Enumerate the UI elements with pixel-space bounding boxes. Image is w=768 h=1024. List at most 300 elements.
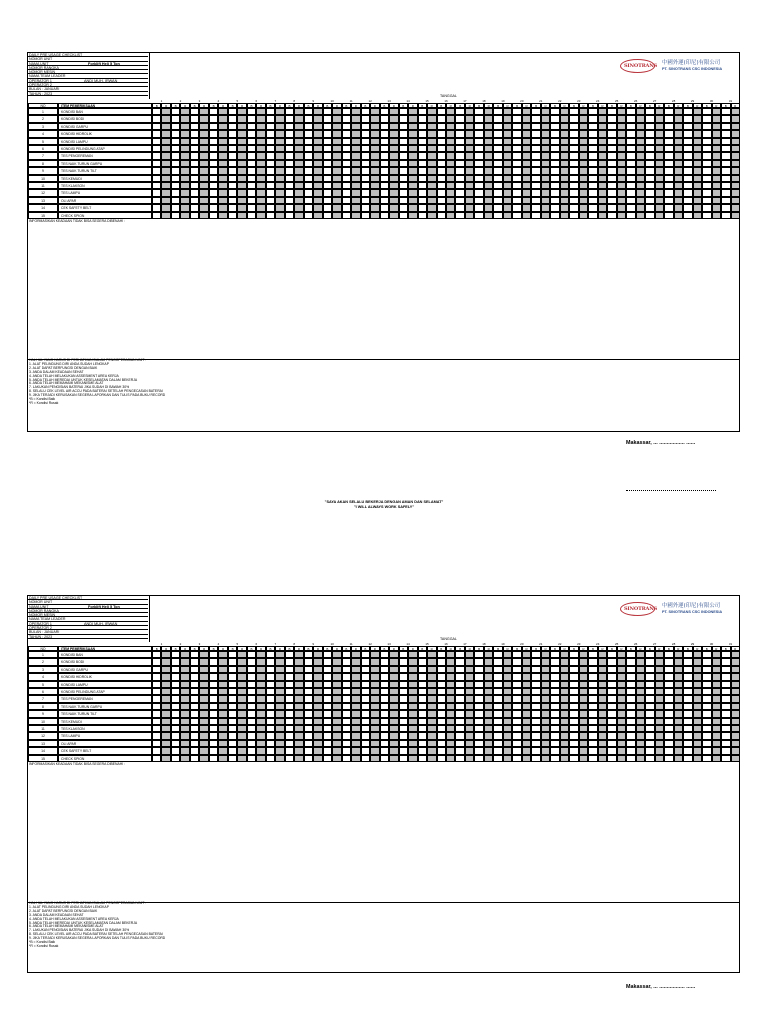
check-cell-baik[interactable] <box>418 688 427 695</box>
check-cell-baik[interactable] <box>702 688 711 695</box>
check-cell-baik[interactable] <box>171 658 180 665</box>
check-cell-baik[interactable] <box>645 115 654 122</box>
check-cell-baik[interactable] <box>285 666 294 673</box>
check-cell-rusak[interactable] <box>199 740 208 747</box>
check-cell-baik[interactable] <box>512 666 521 673</box>
check-cell-rusak[interactable] <box>237 197 246 204</box>
check-cell-rusak[interactable] <box>256 681 265 688</box>
check-cell-rusak[interactable] <box>332 108 341 115</box>
check-cell-rusak[interactable] <box>503 718 512 725</box>
check-cell-rusak[interactable] <box>161 152 170 159</box>
check-cell-rusak[interactable] <box>294 182 303 189</box>
check-cell-rusak[interactable] <box>560 145 569 152</box>
check-cell-rusak[interactable] <box>408 740 417 747</box>
check-cell-baik[interactable] <box>550 130 559 137</box>
check-cell-baik[interactable] <box>588 182 597 189</box>
check-cell-rusak[interactable] <box>446 710 455 717</box>
check-cell-baik[interactable] <box>342 212 351 219</box>
check-cell-baik[interactable] <box>171 130 180 137</box>
check-cell-baik[interactable] <box>209 718 218 725</box>
check-cell-rusak[interactable] <box>237 175 246 182</box>
check-cell-baik[interactable] <box>645 123 654 130</box>
check-cell-rusak[interactable] <box>237 732 246 739</box>
check-cell-rusak[interactable] <box>294 725 303 732</box>
check-cell-baik[interactable] <box>304 710 313 717</box>
check-cell-rusak[interactable] <box>465 703 474 710</box>
check-cell-baik[interactable] <box>228 740 237 747</box>
check-cell-baik[interactable] <box>342 740 351 747</box>
check-cell-baik[interactable] <box>437 182 446 189</box>
check-cell-baik[interactable] <box>342 755 351 762</box>
check-cell-baik[interactable] <box>437 681 446 688</box>
check-cell-baik[interactable] <box>285 718 294 725</box>
check-cell-rusak[interactable] <box>579 160 588 167</box>
check-cell-baik[interactable] <box>190 688 199 695</box>
check-cell-rusak[interactable] <box>617 189 626 196</box>
check-cell-baik[interactable] <box>721 145 730 152</box>
check-cell-baik[interactable] <box>209 152 218 159</box>
check-cell-rusak[interactable] <box>446 145 455 152</box>
check-cell-rusak[interactable] <box>218 138 227 145</box>
check-cell-rusak[interactable] <box>408 732 417 739</box>
check-cell-rusak[interactable] <box>313 212 322 219</box>
check-cell-baik[interactable] <box>190 167 199 174</box>
check-cell-baik[interactable] <box>493 755 502 762</box>
check-cell-rusak[interactable] <box>636 725 645 732</box>
check-cell-rusak[interactable] <box>408 167 417 174</box>
check-cell-rusak[interactable] <box>674 673 683 680</box>
check-cell-rusak[interactable] <box>313 755 322 762</box>
check-cell-baik[interactable] <box>683 175 692 182</box>
check-cell-baik[interactable] <box>569 710 578 717</box>
check-cell-rusak[interactable] <box>598 681 607 688</box>
check-cell-rusak[interactable] <box>731 130 740 137</box>
check-cell-baik[interactable] <box>361 160 370 167</box>
check-cell-baik[interactable] <box>474 651 483 658</box>
check-cell-rusak[interactable] <box>351 130 360 137</box>
check-cell-rusak[interactable] <box>731 732 740 739</box>
check-cell-baik[interactable] <box>683 666 692 673</box>
check-cell-rusak[interactable] <box>674 175 683 182</box>
check-cell-rusak[interactable] <box>598 718 607 725</box>
check-cell-rusak[interactable] <box>275 725 284 732</box>
check-cell-baik[interactable] <box>361 189 370 196</box>
check-cell-baik[interactable] <box>380 152 389 159</box>
check-cell-baik[interactable] <box>531 123 540 130</box>
check-cell-rusak[interactable] <box>712 695 721 702</box>
check-cell-baik[interactable] <box>474 718 483 725</box>
check-cell-rusak[interactable] <box>275 189 284 196</box>
check-cell-baik[interactable] <box>607 175 616 182</box>
check-cell-baik[interactable] <box>607 167 616 174</box>
check-cell-rusak[interactable] <box>408 710 417 717</box>
check-cell-rusak[interactable] <box>674 732 683 739</box>
check-cell-rusak[interactable] <box>674 651 683 658</box>
check-cell-baik[interactable] <box>626 138 635 145</box>
check-cell-baik[interactable] <box>721 189 730 196</box>
check-cell-baik[interactable] <box>664 732 673 739</box>
check-cell-rusak[interactable] <box>465 115 474 122</box>
check-cell-baik[interactable] <box>152 204 161 211</box>
check-cell-rusak[interactable] <box>446 138 455 145</box>
check-cell-rusak[interactable] <box>598 123 607 130</box>
check-cell-baik[interactable] <box>683 755 692 762</box>
check-cell-baik[interactable] <box>437 212 446 219</box>
check-cell-rusak[interactable] <box>712 130 721 137</box>
check-cell-baik[interactable] <box>607 666 616 673</box>
check-cell-baik[interactable] <box>418 681 427 688</box>
check-cell-rusak[interactable] <box>636 703 645 710</box>
check-cell-rusak[interactable] <box>522 189 531 196</box>
check-cell-rusak[interactable] <box>313 703 322 710</box>
check-cell-baik[interactable] <box>323 212 332 219</box>
check-cell-baik[interactable] <box>645 130 654 137</box>
check-cell-baik[interactable] <box>342 673 351 680</box>
check-cell-baik[interactable] <box>569 123 578 130</box>
check-cell-rusak[interactable] <box>446 123 455 130</box>
check-cell-rusak[interactable] <box>332 160 341 167</box>
check-cell-rusak[interactable] <box>237 108 246 115</box>
check-cell-rusak[interactable] <box>199 138 208 145</box>
check-cell-rusak[interactable] <box>579 658 588 665</box>
check-cell-baik[interactable] <box>209 688 218 695</box>
check-cell-rusak[interactable] <box>712 710 721 717</box>
check-cell-rusak[interactable] <box>180 747 189 754</box>
check-cell-rusak[interactable] <box>275 138 284 145</box>
check-cell-rusak[interactable] <box>522 152 531 159</box>
check-cell-rusak[interactable] <box>579 108 588 115</box>
check-cell-baik[interactable] <box>683 747 692 754</box>
check-cell-baik[interactable] <box>380 732 389 739</box>
check-cell-rusak[interactable] <box>522 130 531 137</box>
check-cell-baik[interactable] <box>493 115 502 122</box>
check-cell-rusak[interactable] <box>161 688 170 695</box>
check-cell-baik[interactable] <box>380 688 389 695</box>
check-cell-rusak[interactable] <box>275 681 284 688</box>
check-cell-baik[interactable] <box>474 740 483 747</box>
check-cell-rusak[interactable] <box>579 115 588 122</box>
check-cell-baik[interactable] <box>474 197 483 204</box>
check-cell-rusak[interactable] <box>674 182 683 189</box>
check-cell-rusak[interactable] <box>370 204 379 211</box>
check-cell-rusak[interactable] <box>655 651 664 658</box>
check-cell-rusak[interactable] <box>484 740 493 747</box>
check-cell-baik[interactable] <box>531 710 540 717</box>
check-cell-rusak[interactable] <box>522 695 531 702</box>
check-cell-baik[interactable] <box>569 167 578 174</box>
check-cell-baik[interactable] <box>361 718 370 725</box>
check-cell-baik[interactable] <box>190 755 199 762</box>
check-cell-rusak[interactable] <box>484 160 493 167</box>
check-cell-baik[interactable] <box>228 145 237 152</box>
check-cell-rusak[interactable] <box>541 732 550 739</box>
check-cell-baik[interactable] <box>550 167 559 174</box>
check-cell-rusak[interactable] <box>237 666 246 673</box>
check-cell-baik[interactable] <box>455 160 464 167</box>
check-cell-baik[interactable] <box>702 747 711 754</box>
check-cell-rusak[interactable] <box>332 673 341 680</box>
check-cell-rusak[interactable] <box>180 145 189 152</box>
check-cell-rusak[interactable] <box>370 197 379 204</box>
check-cell-baik[interactable] <box>455 212 464 219</box>
check-cell-rusak[interactable] <box>579 130 588 137</box>
check-cell-baik[interactable] <box>550 160 559 167</box>
check-cell-rusak[interactable] <box>674 108 683 115</box>
check-cell-baik[interactable] <box>399 175 408 182</box>
check-cell-rusak[interactable] <box>484 718 493 725</box>
check-cell-rusak[interactable] <box>218 755 227 762</box>
check-cell-rusak[interactable] <box>446 130 455 137</box>
check-cell-rusak[interactable] <box>161 740 170 747</box>
check-cell-baik[interactable] <box>190 703 199 710</box>
check-cell-baik[interactable] <box>418 718 427 725</box>
check-cell-rusak[interactable] <box>522 123 531 130</box>
check-cell-rusak[interactable] <box>294 747 303 754</box>
check-cell-baik[interactable] <box>190 123 199 130</box>
check-cell-rusak[interactable] <box>731 710 740 717</box>
check-cell-baik[interactable] <box>588 212 597 219</box>
check-cell-baik[interactable] <box>342 115 351 122</box>
check-cell-baik[interactable] <box>512 681 521 688</box>
check-cell-rusak[interactable] <box>674 115 683 122</box>
check-cell-rusak[interactable] <box>389 688 398 695</box>
check-cell-baik[interactable] <box>152 688 161 695</box>
check-cell-rusak[interactable] <box>522 681 531 688</box>
check-cell-rusak[interactable] <box>636 695 645 702</box>
check-cell-baik[interactable] <box>380 182 389 189</box>
check-cell-rusak[interactable] <box>294 732 303 739</box>
check-cell-rusak[interactable] <box>180 212 189 219</box>
check-cell-baik[interactable] <box>342 747 351 754</box>
check-cell-rusak[interactable] <box>408 152 417 159</box>
check-cell-baik[interactable] <box>247 747 256 754</box>
check-cell-rusak[interactable] <box>655 673 664 680</box>
check-cell-rusak[interactable] <box>731 138 740 145</box>
check-cell-baik[interactable] <box>493 740 502 747</box>
check-cell-baik[interactable] <box>512 688 521 695</box>
check-cell-baik[interactable] <box>721 130 730 137</box>
check-cell-rusak[interactable] <box>484 651 493 658</box>
check-cell-rusak[interactable] <box>503 695 512 702</box>
check-cell-baik[interactable] <box>152 108 161 115</box>
check-cell-rusak[interactable] <box>560 130 569 137</box>
check-cell-baik[interactable] <box>380 755 389 762</box>
check-cell-baik[interactable] <box>645 732 654 739</box>
check-cell-rusak[interactable] <box>465 175 474 182</box>
check-cell-baik[interactable] <box>569 703 578 710</box>
check-cell-rusak[interactable] <box>579 152 588 159</box>
check-cell-rusak[interactable] <box>256 204 265 211</box>
check-cell-rusak[interactable] <box>180 710 189 717</box>
check-cell-rusak[interactable] <box>598 703 607 710</box>
check-cell-baik[interactable] <box>171 732 180 739</box>
check-cell-rusak[interactable] <box>294 695 303 702</box>
check-cell-baik[interactable] <box>645 755 654 762</box>
check-cell-baik[interactable] <box>190 115 199 122</box>
check-cell-rusak[interactable] <box>503 673 512 680</box>
check-cell-rusak[interactable] <box>427 175 436 182</box>
check-cell-rusak[interactable] <box>389 167 398 174</box>
check-cell-baik[interactable] <box>209 182 218 189</box>
check-cell-rusak[interactable] <box>408 197 417 204</box>
check-cell-rusak[interactable] <box>484 673 493 680</box>
check-cell-rusak[interactable] <box>693 673 702 680</box>
check-cell-baik[interactable] <box>152 152 161 159</box>
check-cell-baik[interactable] <box>380 145 389 152</box>
check-cell-rusak[interactable] <box>161 747 170 754</box>
check-cell-baik[interactable] <box>664 189 673 196</box>
check-cell-rusak[interactable] <box>256 695 265 702</box>
check-cell-rusak[interactable] <box>180 673 189 680</box>
check-cell-baik[interactable] <box>702 108 711 115</box>
check-cell-rusak[interactable] <box>598 732 607 739</box>
check-cell-baik[interactable] <box>531 688 540 695</box>
check-cell-rusak[interactable] <box>598 115 607 122</box>
check-cell-rusak[interactable] <box>408 123 417 130</box>
check-cell-baik[interactable] <box>418 138 427 145</box>
check-cell-rusak[interactable] <box>541 197 550 204</box>
check-cell-baik[interactable] <box>399 115 408 122</box>
check-cell-baik[interactable] <box>323 197 332 204</box>
check-cell-baik[interactable] <box>645 145 654 152</box>
check-cell-baik[interactable] <box>474 115 483 122</box>
check-cell-baik[interactable] <box>607 197 616 204</box>
check-cell-baik[interactable] <box>664 695 673 702</box>
check-cell-rusak[interactable] <box>408 182 417 189</box>
check-cell-rusak[interactable] <box>256 688 265 695</box>
check-cell-baik[interactable] <box>721 160 730 167</box>
check-cell-baik[interactable] <box>361 204 370 211</box>
check-cell-baik[interactable] <box>645 160 654 167</box>
check-cell-rusak[interactable] <box>636 732 645 739</box>
check-cell-baik[interactable] <box>702 718 711 725</box>
check-cell-rusak[interactable] <box>218 725 227 732</box>
check-cell-baik[interactable] <box>512 718 521 725</box>
check-cell-rusak[interactable] <box>731 123 740 130</box>
check-cell-rusak[interactable] <box>465 182 474 189</box>
check-cell-rusak[interactable] <box>351 160 360 167</box>
check-cell-rusak[interactable] <box>408 145 417 152</box>
check-cell-rusak[interactable] <box>275 747 284 754</box>
check-cell-rusak[interactable] <box>332 681 341 688</box>
check-cell-baik[interactable] <box>323 108 332 115</box>
check-cell-baik[interactable] <box>607 160 616 167</box>
check-cell-rusak[interactable] <box>655 123 664 130</box>
check-cell-rusak[interactable] <box>522 658 531 665</box>
check-cell-baik[interactable] <box>380 710 389 717</box>
check-cell-baik[interactable] <box>531 718 540 725</box>
check-cell-baik[interactable] <box>607 673 616 680</box>
check-cell-rusak[interactable] <box>655 197 664 204</box>
check-cell-baik[interactable] <box>512 182 521 189</box>
check-cell-rusak[interactable] <box>541 152 550 159</box>
check-cell-rusak[interactable] <box>370 740 379 747</box>
check-cell-baik[interactable] <box>607 755 616 762</box>
check-cell-rusak[interactable] <box>294 212 303 219</box>
check-cell-baik[interactable] <box>418 115 427 122</box>
check-cell-rusak[interactable] <box>560 681 569 688</box>
check-cell-rusak[interactable] <box>389 755 398 762</box>
check-cell-baik[interactable] <box>588 160 597 167</box>
check-cell-rusak[interactable] <box>731 725 740 732</box>
check-cell-rusak[interactable] <box>294 108 303 115</box>
check-cell-baik[interactable] <box>228 658 237 665</box>
check-cell-baik[interactable] <box>209 725 218 732</box>
check-cell-rusak[interactable] <box>256 167 265 174</box>
check-cell-rusak[interactable] <box>389 130 398 137</box>
check-cell-rusak[interactable] <box>427 197 436 204</box>
check-cell-rusak[interactable] <box>712 755 721 762</box>
check-cell-baik[interactable] <box>437 197 446 204</box>
check-cell-rusak[interactable] <box>560 175 569 182</box>
check-cell-baik[interactable] <box>645 189 654 196</box>
check-cell-baik[interactable] <box>399 145 408 152</box>
check-cell-rusak[interactable] <box>712 108 721 115</box>
check-cell-baik[interactable] <box>569 145 578 152</box>
check-cell-baik[interactable] <box>323 160 332 167</box>
check-cell-rusak[interactable] <box>579 673 588 680</box>
check-cell-rusak[interactable] <box>199 123 208 130</box>
check-cell-baik[interactable] <box>247 658 256 665</box>
check-cell-baik[interactable] <box>266 755 275 762</box>
check-cell-rusak[interactable] <box>693 740 702 747</box>
check-cell-baik[interactable] <box>683 197 692 204</box>
check-cell-baik[interactable] <box>569 138 578 145</box>
check-cell-rusak[interactable] <box>408 115 417 122</box>
check-cell-baik[interactable] <box>455 138 464 145</box>
check-cell-rusak[interactable] <box>180 167 189 174</box>
check-cell-rusak[interactable] <box>693 651 702 658</box>
check-cell-rusak[interactable] <box>161 167 170 174</box>
check-cell-rusak[interactable] <box>579 703 588 710</box>
check-cell-rusak[interactable] <box>332 658 341 665</box>
check-cell-rusak[interactable] <box>465 145 474 152</box>
check-cell-rusak[interactable] <box>712 160 721 167</box>
check-cell-rusak[interactable] <box>636 189 645 196</box>
check-cell-rusak[interactable] <box>199 145 208 152</box>
check-cell-baik[interactable] <box>493 189 502 196</box>
check-cell-rusak[interactable] <box>446 718 455 725</box>
check-cell-baik[interactable] <box>626 167 635 174</box>
check-cell-rusak[interactable] <box>541 666 550 673</box>
check-cell-rusak[interactable] <box>503 725 512 732</box>
check-cell-baik[interactable] <box>152 732 161 739</box>
check-cell-baik[interactable] <box>228 688 237 695</box>
check-cell-rusak[interactable] <box>731 145 740 152</box>
check-cell-baik[interactable] <box>437 167 446 174</box>
check-cell-baik[interactable] <box>626 160 635 167</box>
check-cell-rusak[interactable] <box>598 175 607 182</box>
check-cell-rusak[interactable] <box>446 204 455 211</box>
check-cell-baik[interactable] <box>190 212 199 219</box>
check-cell-rusak[interactable] <box>313 123 322 130</box>
check-cell-rusak[interactable] <box>332 212 341 219</box>
check-cell-baik[interactable] <box>474 725 483 732</box>
check-cell-baik[interactable] <box>550 182 559 189</box>
check-cell-baik[interactable] <box>607 115 616 122</box>
check-cell-rusak[interactable] <box>408 718 417 725</box>
check-cell-baik[interactable] <box>323 673 332 680</box>
check-cell-baik[interactable] <box>493 212 502 219</box>
check-cell-baik[interactable] <box>399 651 408 658</box>
check-cell-rusak[interactable] <box>522 175 531 182</box>
check-cell-rusak[interactable] <box>465 123 474 130</box>
check-cell-baik[interactable] <box>152 695 161 702</box>
check-cell-baik[interactable] <box>247 732 256 739</box>
check-cell-baik[interactable] <box>152 189 161 196</box>
check-cell-baik[interactable] <box>437 732 446 739</box>
check-cell-baik[interactable] <box>437 703 446 710</box>
